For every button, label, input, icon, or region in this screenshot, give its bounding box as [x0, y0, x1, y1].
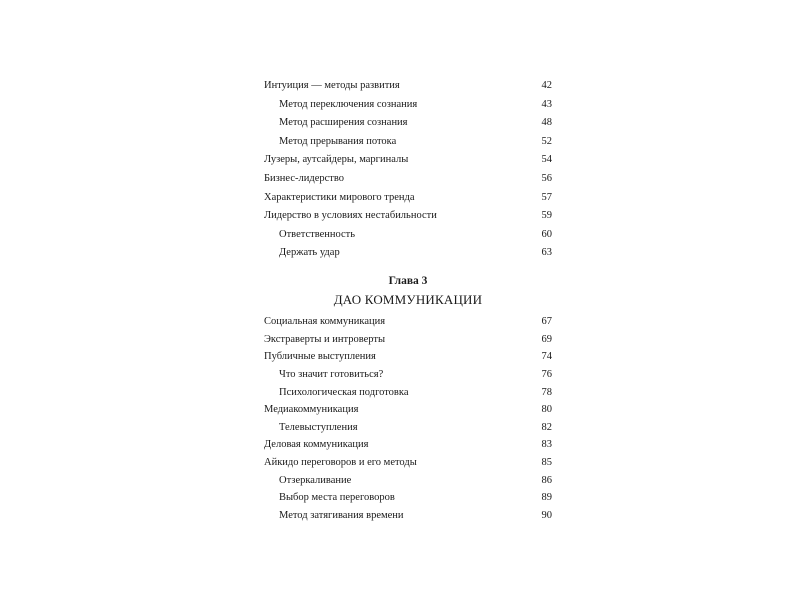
- toc-entry-title: Психологическая подготовка: [279, 386, 409, 398]
- toc-subentry: [264, 229, 552, 248]
- toc-entry-title: Публичные выступления: [264, 351, 376, 363]
- toc-entry-title: Бизнес-лидерство: [264, 172, 344, 184]
- toc-entry-title: Держать удар: [279, 247, 340, 259]
- toc-subentry: [264, 422, 552, 440]
- toc-entry-page: 89: [541, 492, 552, 504]
- toc-entry-page: 83: [541, 439, 552, 451]
- toc-subentry: [264, 136, 552, 155]
- toc-subentry: [264, 99, 552, 118]
- chapter-number: Глава 3: [388, 275, 428, 287]
- toc-entry-title: Отзеркаливание: [279, 474, 352, 486]
- toc-subentry: [264, 369, 552, 387]
- toc-entry: [264, 334, 552, 352]
- toc-entry-page: 74: [541, 351, 552, 363]
- toc-entry-page: 43: [541, 98, 552, 110]
- toc-entry: [264, 154, 552, 173]
- toc-entry-title: Медиакоммуникация: [264, 404, 359, 416]
- toc-entry: [264, 173, 552, 192]
- toc-subentry: [264, 475, 552, 493]
- toc-entry-page: 57: [541, 191, 552, 203]
- toc-entry-page: 59: [541, 210, 552, 222]
- toc-entry-page: 52: [541, 135, 552, 147]
- toc-section-2: [264, 316, 552, 528]
- toc-entry-page: 76: [541, 368, 552, 380]
- toc-entry: [264, 80, 552, 99]
- toc-entry-title: Характеристики мирового тренда: [264, 191, 415, 203]
- toc-entry-page: 82: [541, 421, 552, 433]
- toc-entry-title: Что значит готовиться?: [279, 368, 384, 380]
- toc-entry-title: Телевыступления: [279, 421, 358, 433]
- toc-entry: [264, 404, 552, 422]
- toc-entry-title: Метод прерывания потока: [279, 135, 397, 147]
- toc-section-1: [264, 80, 552, 266]
- toc-entry-page: 78: [541, 386, 552, 398]
- toc-subentry: [264, 387, 552, 405]
- toc-entry: [264, 316, 552, 334]
- toc-entry-page: 54: [541, 154, 552, 166]
- toc-entry-page: 63: [541, 247, 552, 259]
- toc-entry: [264, 457, 552, 475]
- toc-entry-title: Интуиция — методы развития: [264, 80, 400, 91]
- toc-entry-page: 56: [541, 172, 552, 184]
- toc-entry-title: Деловая коммуникация: [264, 439, 369, 451]
- toc-entry: [264, 351, 552, 369]
- toc-entry-page: 85: [541, 457, 552, 469]
- toc-subentry: [264, 247, 552, 266]
- toc-entry-title: Лидерство в условиях нестабильности: [264, 210, 437, 222]
- toc-entry-page: 42: [541, 80, 552, 91]
- toc-entry-page: 90: [541, 510, 552, 522]
- chapter-heading: [264, 274, 552, 308]
- toc-entry-page: 69: [541, 333, 552, 345]
- toc-subentry: [264, 117, 552, 136]
- chapter-title: ДАО КОММУНИКАЦИИ: [333, 292, 483, 307]
- toc-entry: [264, 192, 552, 211]
- toc-entry-title: Айкидо переговоров и его методы: [264, 457, 417, 469]
- toc-entry: [264, 439, 552, 457]
- toc-entry-title: Ответственность: [279, 228, 356, 240]
- toc-entry-title: Метод затягивания времени: [279, 510, 404, 522]
- toc-entry-page: 86: [541, 474, 552, 486]
- toc-subentry: [264, 492, 552, 510]
- toc-subentry: [264, 510, 552, 528]
- toc-entry-page: 48: [541, 117, 552, 129]
- toc-entry-title: Выбор места переговоров: [279, 492, 395, 504]
- toc-entry: [264, 210, 552, 229]
- toc-entry-title: Экстраверты и интроверты: [264, 333, 386, 345]
- toc-entry-page: 67: [541, 316, 552, 327]
- toc-entry-title: Социальная коммуникация: [264, 316, 386, 327]
- toc-entry-page: 80: [541, 404, 552, 416]
- toc-entry-page: 60: [541, 228, 552, 240]
- toc-entry-title: Метод расширения сознания: [279, 117, 408, 129]
- toc-entry-title: Метод переключения сознания: [279, 98, 418, 110]
- toc-entry-title: Лузеры, аутсайдеры, маргиналы: [264, 154, 409, 166]
